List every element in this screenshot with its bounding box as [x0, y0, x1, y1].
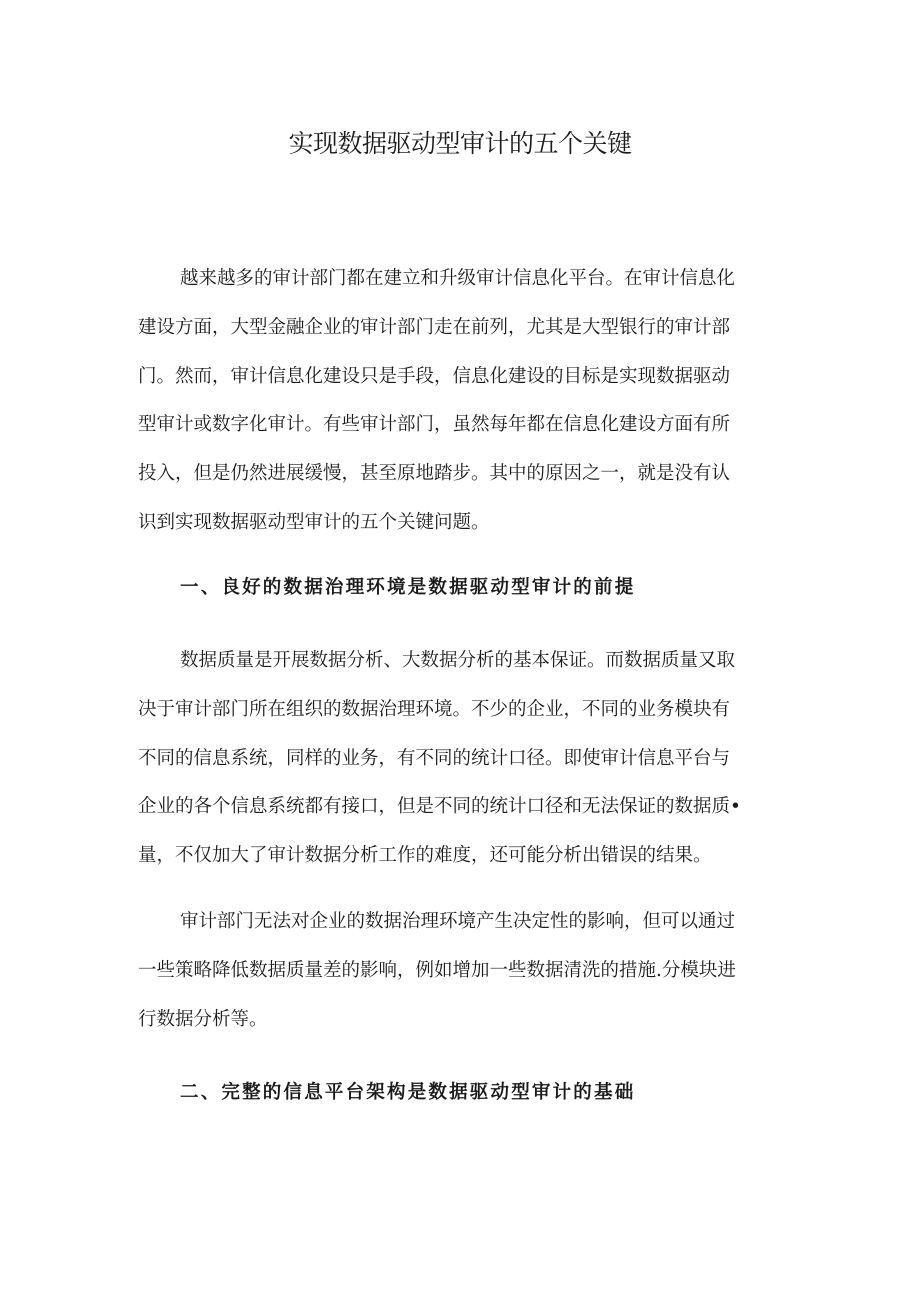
- paragraph-line: 行数据分析等。: [138, 1008, 268, 1030]
- paragraph-line: 一些策略降低数据质量差的影响，例如增加一些数据清洗的措施.分模块进: [138, 959, 736, 981]
- section1-paragraph-1: [138, 637, 792, 881]
- paragraph-line: 型审计或数字化审计。有些审计部门，虽然每年都在信息化建设方面有所: [138, 414, 731, 436]
- document-title: 实现数据驱动型审计的五个关键: [288, 129, 632, 158]
- paragraph-line: 审计部门无法对企业的数据治理环境产生决定性的影响，但可以通过: [180, 911, 736, 932]
- paragraph-line: 门。然而，审计信息化建设只是手段，信息化建设的目标是实现数据驱动: [138, 365, 731, 387]
- paragraph-line: 量，不仅加大了审计数据分析工作的难度，还可能分析出错误的结果。: [138, 845, 712, 867]
- section-heading-2: 二、完整的信息平台架构是数据驱动型审计的基础: [180, 1082, 636, 1103]
- paragraph-line: 不同的信息系统，同样的业务，有不同的统计口径。即使审计信息平台与: [138, 747, 731, 769]
- paragraph-line: 决于审计部门所在组织的数据治理环境。不少的企业，不同的业务模块有: [138, 698, 731, 720]
- section1-paragraph-2: [138, 898, 792, 1044]
- section-heading-1: 一、良好的数据治理环境是数据驱动型审计的前提: [180, 577, 636, 598]
- paragraph-line: 建设方面，大型金融企业的审计部门走在前列，尤其是大型银行的审计部: [138, 316, 731, 338]
- paragraph-line: 企业的各个信息系统都有接口，但是不同的统计口径和无法保证的数据质•: [138, 796, 741, 818]
- paragraph-line: 越来越多的审计部门都在建立和升级审计信息化平台。在审计信息化: [180, 268, 736, 289]
- paragraph-line: 识到实现数据驱动型审计的五个关键问题。: [138, 511, 490, 533]
- paragraph-line: 投入，但是仍然进展缓慢，甚至原地踏步。其中的原因之一，就是没有认: [138, 463, 731, 485]
- paragraph-line: 数据质量是开展数据分析、大数据分析的基本保证。而数据质量又取: [180, 650, 736, 671]
- intro-paragraph: [138, 255, 792, 548]
